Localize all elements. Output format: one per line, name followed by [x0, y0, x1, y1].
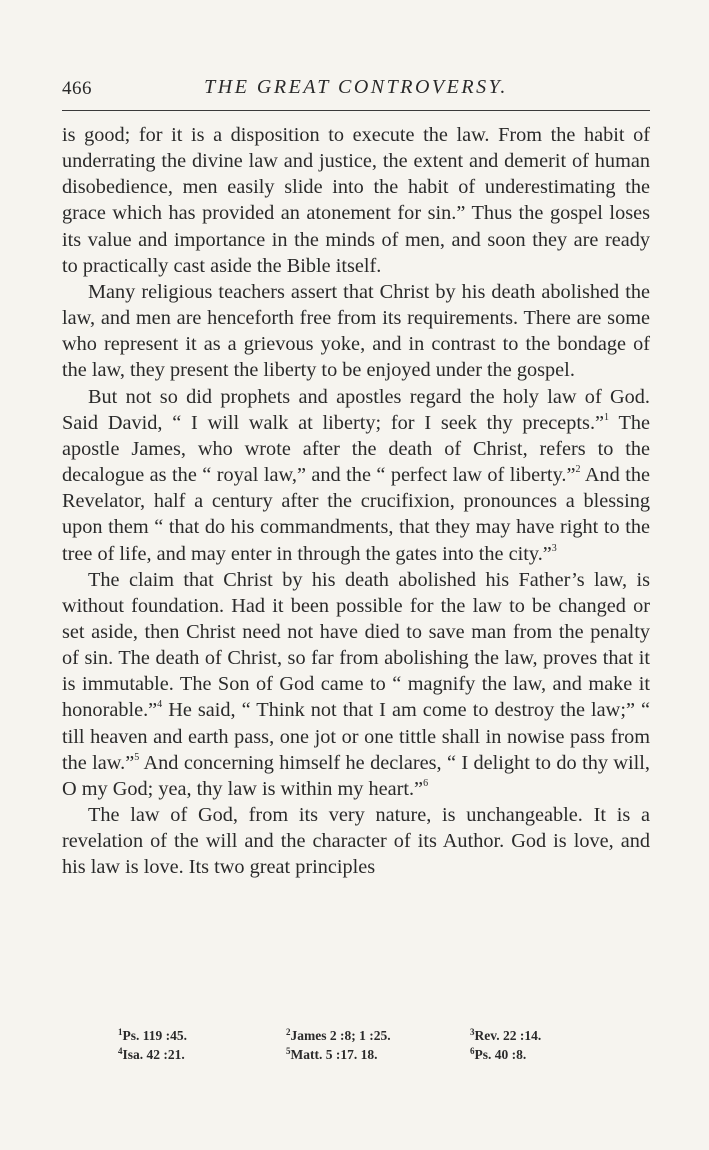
footnote-marker: 2	[575, 464, 581, 476]
footnote	[470, 1045, 630, 1064]
footnote-ref: Ps. 40 :8.	[474, 1047, 527, 1062]
footnote-marker: 6	[423, 777, 429, 789]
paragraph	[62, 384, 650, 567]
footnote-marker: 4	[157, 699, 163, 711]
footnote-mark: 3	[470, 1027, 475, 1037]
footnote-row	[118, 1026, 638, 1045]
text-run: And the Revelator, half a century after the crucifixion, pronounces a blessing upon them “ that do his commandments, that they may have right to the tree of life, and may enter in through the gates into the city.”	[62, 464, 650, 565]
paragraph: The law of God, from its very nature, is unchangeable. It is a revelation of the will and the character of its Author. God is love, and his law is love. Its two great principles	[62, 804, 650, 879]
footnote-mark: 4	[118, 1046, 123, 1056]
footnote-marker: 5	[134, 751, 140, 763]
footnote	[286, 1045, 470, 1064]
paragraph: Many religious teachers assert that Christ by his death abolished the law, and men are henceforth free from its requirements. There are some who represent it as a grievous yoke, and in contrast to the bondage of the law, they present the liberty to be enjoyed under the gospel.	[62, 280, 650, 382]
paragraph	[62, 567, 650, 802]
footnote-ref: Rev. 22 :14.	[474, 1028, 542, 1043]
footnote	[286, 1026, 470, 1045]
page-header	[62, 74, 650, 102]
footnote-row	[118, 1045, 638, 1064]
footnote	[470, 1026, 630, 1045]
paragraph-continued: is good; for it is a disposition to execute the law. From the habit of underrating the divine law and justice, the extent and demerit of human disobedience, men easily slide into the habit of underestimating the grace which has provided an atonement for sin.” Thus the gospel loses its value and importance in the minds of men, and soon they are ready to practically cast aside the Bible itself.	[62, 124, 650, 277]
footnote-marker: 3	[551, 542, 557, 554]
footnotes	[118, 1026, 638, 1064]
footnote-mark: 1	[118, 1027, 123, 1037]
text-run: And concerning himself he declares, “ I delight to do thy will, O my God; yea, thy law is within my heart.”	[62, 751, 651, 800]
footnote-mark: 6	[470, 1046, 475, 1056]
footnote-ref: Isa. 42 :21.	[122, 1047, 185, 1062]
footnote-ref: James 2 :8; 1 :25.	[290, 1028, 391, 1043]
header-rule	[62, 110, 650, 111]
footnote-ref: Ps. 119 :45.	[122, 1028, 188, 1043]
footnote	[118, 1026, 286, 1045]
footnote-ref: Matt. 5 :17. 18.	[290, 1047, 378, 1062]
text-run: The apostle James, who wrote after the death of Christ, refers to the decalogue as the “ royal law,” and the “ perfect law of liberty.”	[62, 411, 650, 487]
footnote-mark: 2	[286, 1027, 291, 1037]
text-run: He said, “ Think not that I am come to destroy the law;” “ till heaven and earth pass, one jot or one tittle shall in nowise pass from the law.”	[62, 699, 650, 774]
text-run: The claim that Christ by his death abolished his Father’s law, is without foundation. Had it been possible for the law to be changed or set aside, then Christ need not have died to save man from the penalty of sin. The death of Christ, so far from abolishing the law, proves that it is immutable. The Son of God came to “ magnify the law, and make it honorable.”	[62, 568, 650, 722]
body-text	[62, 122, 650, 881]
footnote-mark: 5	[286, 1046, 291, 1056]
footnote-marker: 1	[604, 411, 610, 423]
page-number: 466	[62, 78, 92, 99]
footnote	[118, 1045, 286, 1064]
text-run: But not so did prophets and apostles regard the holy law of God. Said David, “ I will walk at liberty; for I seek thy precepts.”	[62, 385, 650, 434]
running-title: THE GREAT CONTROVERSY.	[204, 76, 508, 98]
